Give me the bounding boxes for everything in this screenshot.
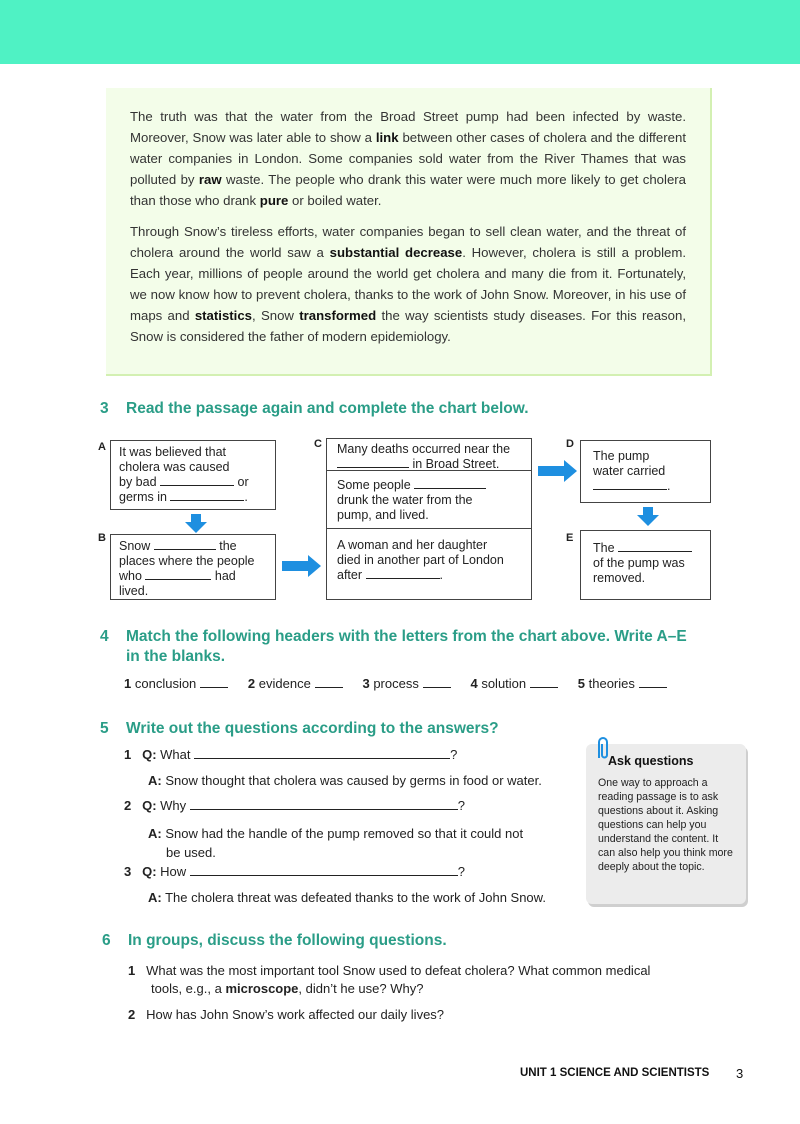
match-item-2[interactable]: 2 evidence [248,676,343,691]
vocab-word: link [375,130,399,145]
chart-label-a: A [98,441,106,453]
arrow-down-d-e [636,507,660,527]
vocab-word: substantial decrease [329,245,463,260]
question-2[interactable]: 2 Q: Why ? [124,798,466,813]
chart-box-e: The of the pump was removed. [580,530,711,600]
passage-text: The truth was that the water from the Broad Street pump had been infected by waste. Moreover, Snow was later able to show a [130,109,686,145]
vocab-word: transformed [299,308,377,323]
top-color-band [0,0,800,64]
chart-box-a: It was believed that cholera was caused by bad or germs in . [110,440,276,510]
match-headers-row [124,676,683,691]
passage-paragraph-2 [130,221,686,347]
passage-paragraph-1 [130,106,686,211]
answer-2: A: Snow had the handle of the pump removed so that it could not be used. [148,826,524,860]
section-5-title: 5 Write out the questions according to the answers? [100,720,499,737]
tip-body: One way to approach a reading passage is to ask questions about it. Asking questions can help you understand the content. It can also help you think more deeply about the topic. [598,777,733,873]
page-number: 3 [736,1066,744,1081]
discussion-question-2: 2 How has John Snow’s work affected our daily lives? [128,1007,445,1022]
question-1[interactable]: 1 Q: What ? [124,747,458,762]
chart-label-d: D [566,438,574,450]
passage-text: waste. The people who drank this water were much more likely to get cholera than those who drank [130,172,687,208]
chart-box-d: The pump water carried . [580,440,711,503]
discussion-question-1: 1 What was the most important tool Snow used to defeat cholera? What common medical tools, e.g., a microscope, didn’t he use? Why? [128,963,651,996]
match-item-5[interactable]: 5 theories [578,676,667,691]
passage-text: , Snow [252,308,300,323]
passage-text: between other cases of cholera and the different water companies in London. Some companies sold water from the River Thames that was polluted by [130,130,686,187]
match-item-3[interactable]: 3 process [362,676,450,691]
ask-questions-tip [586,744,746,904]
chart-label-c: C [314,438,322,450]
passage-text: . However, cholera is still a problem. Each year, millions of people around the world get cholera and many die from it. Fortunately, we now know how to prevent cholera, thanks to the work of John Snow. Moreover, in his use of maps and [130,245,686,323]
arrow-down-a-b [184,514,208,534]
vocab-word: statistics [194,308,253,323]
passage-text: or boiled water. [288,193,382,208]
answer-3: A: The cholera threat was defeated thanks to the work of John Snow. [148,890,546,905]
passage-text: Through Snow’s tireless efforts, water companies began to sell clean water, and the threat of cholera around the world saw a [130,224,686,260]
vocab-word: raw [198,172,222,187]
section-3-title: 3 Read the passage again and complete the chart below. [100,400,529,417]
chart-label-b: B [98,532,106,544]
chart-label-e: E [566,532,574,544]
vocab-word: pure [259,193,289,208]
reading-passage [106,88,712,376]
paperclip-icon [594,736,612,762]
tip-title: Ask questions [608,754,694,768]
match-item-1[interactable]: 1 conclusion [124,676,228,691]
chart-box-c: Many deaths occurred near the in Broad Street. Some people drunk the water from the pump, and lived. A woman and her daughter died in another part of London after . [326,438,532,600]
question-3[interactable]: 3 Q: How ? [124,864,466,879]
answer-1: A: Snow thought that cholera was caused by germs in food or water. [148,773,542,788]
section-6-title: 6 In groups, discuss the following questions. [102,932,447,949]
chart-box-b: Snow the places where the people who had lived. [110,534,276,600]
passage-text: the way scientists study diseases. For this reason, Snow is considered the father of modern epidemiology. [130,308,686,344]
arrow-right-b-c [282,555,322,577]
match-item-4[interactable]: 4 solution [470,676,558,691]
arrow-right-c-d [538,460,578,482]
footer-unit-title: UNIT 1 SCIENCE AND SCIENTISTS [520,1067,710,1079]
section-4-title: 4 Match the following headers with the letters from the chart above. Write A–E in the blanks. [100,628,687,665]
